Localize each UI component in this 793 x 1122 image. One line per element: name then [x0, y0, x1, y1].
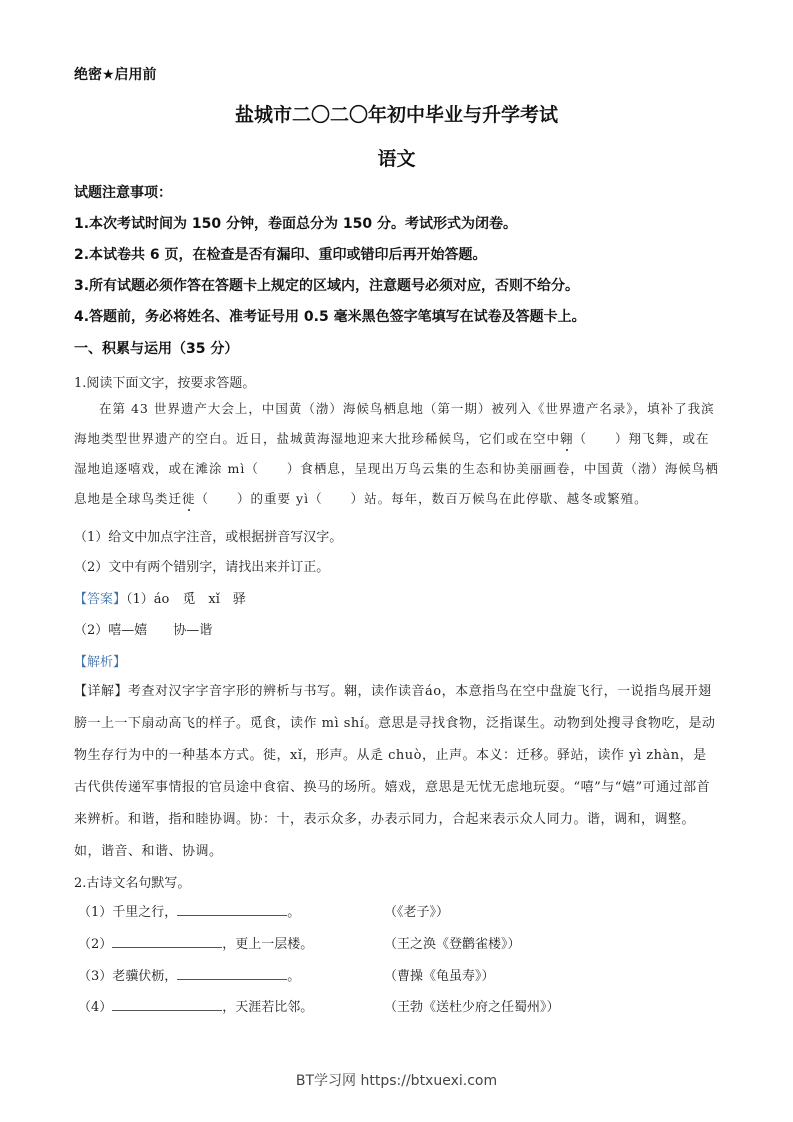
poem-text: ，更上一层楼。	[222, 937, 314, 952]
poem-row-1	[78, 901, 300, 920]
answer-label: 【答案】	[74, 592, 127, 607]
notice-item-4: 4.答题前，务必将姓名、准考证号用 0.5 毫米黑色签字笔填写在试卷及答题卡上。	[74, 309, 586, 325]
notice-item-3: 3.所有试题必须作答在答题卡上规定的区域内，注意题号必须对应，否则不给分。	[74, 278, 580, 294]
poem-source-2: （王之涣《登鹳雀楼》）	[384, 937, 521, 952]
passage-text: 在第 43 世界遗产大会上，中国黄（渤）海候鸟栖息地（第一期）被列入《世界遗产名录》，填补了我滨海地类型世界遗产的空白。近日，盐城黄海湿地迎来大批珍稀候鸟，它们或在空中	[74, 401, 715, 446]
exam-title: 盐城市二〇二〇年初中毕业与升学考试	[234, 104, 558, 126]
notice-heading: 试题注意事项：	[74, 185, 172, 201]
poem-text: 。	[287, 905, 301, 920]
footer-watermark: BT学习网 https://btxuexi.com	[295, 1073, 498, 1089]
passage-text: ）食栖息，呈现出万鸟云集的生态和协美丽画卷，中国黄（渤）海候鸟栖息地是全球鸟类迁	[74, 461, 719, 506]
analysis-label: 【解析】	[74, 655, 127, 670]
passage-text: ）翔飞舞，或在湿地追逐嘻戏，或在滩涂 mì（	[74, 431, 710, 476]
question-2-prompt: 2.古诗文名句默写。	[74, 876, 191, 891]
section-heading: 一、积累与运用（35 分）	[74, 341, 239, 357]
answer-block	[74, 588, 246, 607]
passage-text: （	[195, 491, 210, 506]
fill-blank	[112, 998, 222, 1011]
fill-blank	[177, 903, 287, 916]
notice-item-1: 1.本次考试时间为 150 分钟，卷面总分为 150 分。考试形式为闭卷。	[74, 216, 518, 232]
answer-1: （1）áo 觅 xǐ 驿	[126, 592, 246, 607]
question-1-sub-1: （1）给文中加点字注音，或根据拼音写汉字。	[74, 530, 343, 545]
passage-text: （	[573, 431, 588, 446]
passage-text: ）站。每年，数百万候鸟在此停歇、越冬或繁殖。	[350, 491, 648, 506]
fill-blank	[112, 935, 222, 948]
question-1-sub-2: （2）文中有两个错别字，请找出来并订正。	[74, 560, 330, 575]
secret-mark: 绝密★启用前	[74, 67, 157, 83]
passage-text: ）的重要 yì（	[237, 491, 323, 506]
emphasized-char: 徙	[182, 491, 196, 506]
poem-source-1: （《老子》）	[384, 905, 450, 920]
poem-source-3: （曹操《龟虽寿》）	[384, 969, 495, 984]
question-1-prompt: 1.阅读下面文字，按要求答题。	[74, 376, 256, 391]
notice-item-2: 2.本试卷共 6 页，在检查是否有漏印、重印或错印后再开始答题。	[74, 247, 487, 263]
poem-source-4: （王勃《送杜少府之任蜀州》）	[384, 1000, 560, 1015]
poem-text: （2）	[78, 937, 113, 952]
poem-text: （1）千里之行，	[78, 905, 178, 920]
analysis-detail: 【详解】考查对汉字字音字形的辨析与书写。翱，读作读音áo，本意指鸟在空中盘旋飞行，一说指鸟展开翅膀一上一下扇动高飞的样子。觅食，读作 mì shí。意思是寻找食物，泛指谋生。动物到处搜寻食物吃，是动物生存行为中的一种基本方式。徙，xǐ，形声。从辵 chuò，止声。本义：迁移。驿站，读作 yì zhàn，是古代供传递军事情报的官员途中食宿、换马的场所。嬉戏，意思是无忧无虑地玩耍。“嘻”与“嬉”可通过部首来辨析。和谐，指和睦协调。协：十，表示众多，办表示同力，合起来表示众人同力。谐，调和，调整。如，谐音、和谐、协调。	[74, 684, 716, 859]
poem-text: （4）	[78, 1000, 113, 1015]
exam-subject: 语文	[377, 148, 416, 170]
question-1-passage	[74, 394, 720, 514]
poem-row-2	[78, 933, 313, 952]
poem-text: ，天涯若比邻。	[222, 1000, 314, 1015]
fill-blank	[177, 967, 287, 980]
poem-row-4	[78, 996, 313, 1015]
answer-2: （2）嘻—嬉 协—谐	[74, 623, 213, 638]
poem-text: （3）老骥伏枥，	[78, 969, 178, 984]
emphasized-char: 翱	[560, 431, 574, 446]
poem-row-3	[78, 965, 300, 984]
poem-text: 。	[287, 969, 301, 984]
